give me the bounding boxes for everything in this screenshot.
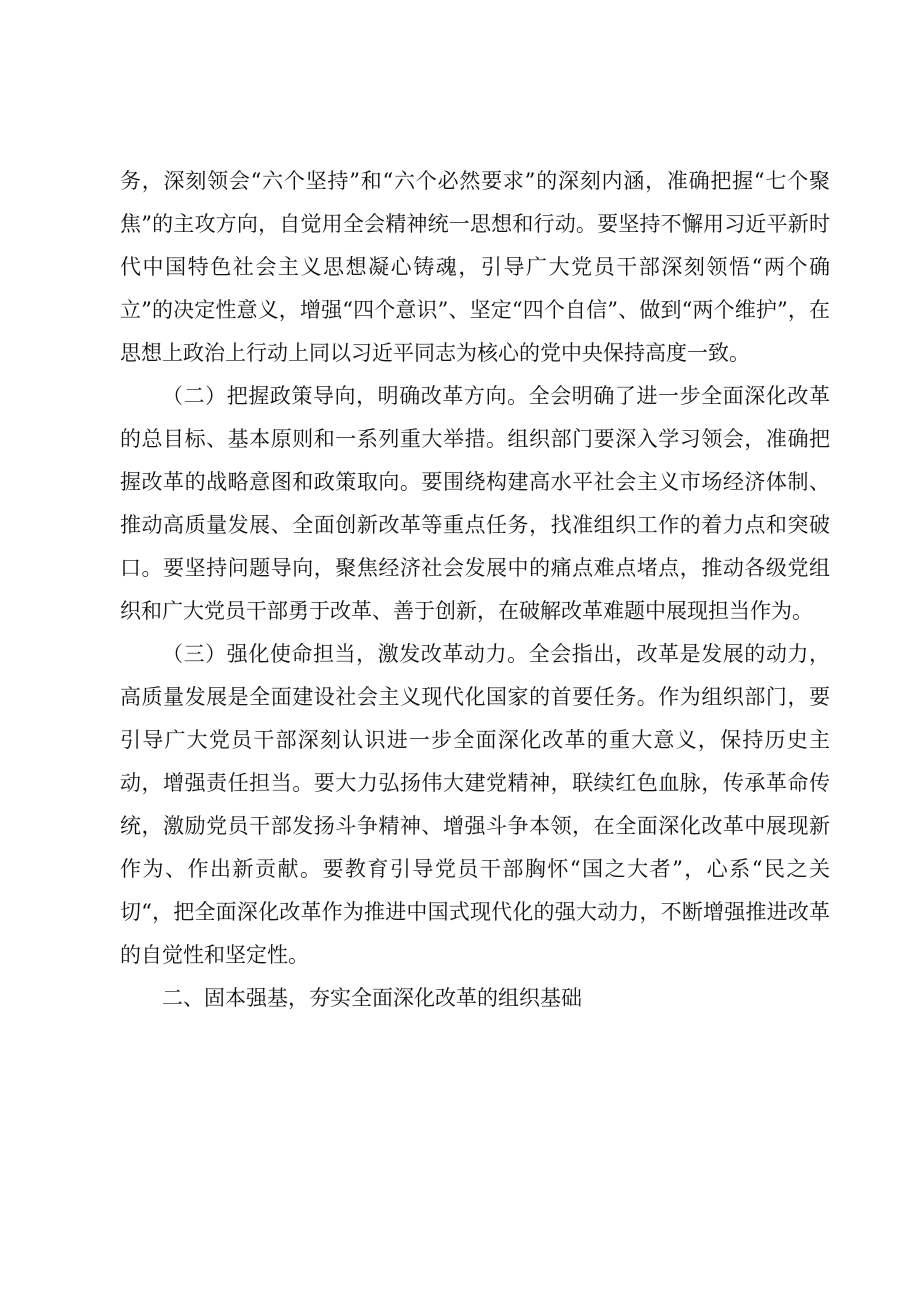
section-heading: 二、固本强基，夯实全面深化改革的组织基础 [162, 986, 582, 1010]
paragraph-section-2: （二）把握政策导向，明确改革方向。全会明确了进一步全面深化改革的总目标、基本原则和一系列重大举措。组织部门要深入学习领会，准确把握改革的战略意图和政策取向。要围绕构建高水平社会主义市场经济体制、推动高质量发展、全面创新改革等重点任务，找准组织工作的着力点和突破口。要坚持问题导向，聚焦经济社会发展中的痛点难点堵点，推动各级党组织和广大党员干部勇于改革、善于创新，在破解改革难题中展现担当作为。 [120, 384, 830, 623]
document-body [120, 160, 830, 1020]
paragraph-continuation: 务，深刻领会“六个坚持”和“六个必然要求”的深刻内涵，准确把握“七个聚焦”的主攻方向，自觉用全会精神统一思想和行动。要坚持不懈用习近平新时代中国特色社会主义思想凝心铸魂，引导广大党员干部深刻领悟“两个确立”的决定性意义，增强“四个意识”、坚定“四个自信”、做到“两个维护”，在思想上政治上行动上同以习近平同志为核心的党中央保持高度一致。 [120, 169, 830, 365]
paragraph-section-3: （三）强化使命担当，激发改革动力。全会指出，改革是发展的动力，高质量发展是全面建设社会主义现代化国家的首要任务。作为组织部门，要引导广大党员干部深刻认识进一步全面深化改革的重大意义，保持历史主动，增强责任担当。要大力弘扬伟大建党精神，联续红色血脉，传承革命传统，激励党员干部发扬斗争精神、增强斗争本领，在全面深化改革中展现新作为、作出新贡献。要教育引导党员干部胸怀“国之大者”，心系“民之关切“，把全面深化改革作为推进中国式现代化的强大动力，不断增强推进改革的自觉性和坚定性。 [120, 642, 830, 967]
